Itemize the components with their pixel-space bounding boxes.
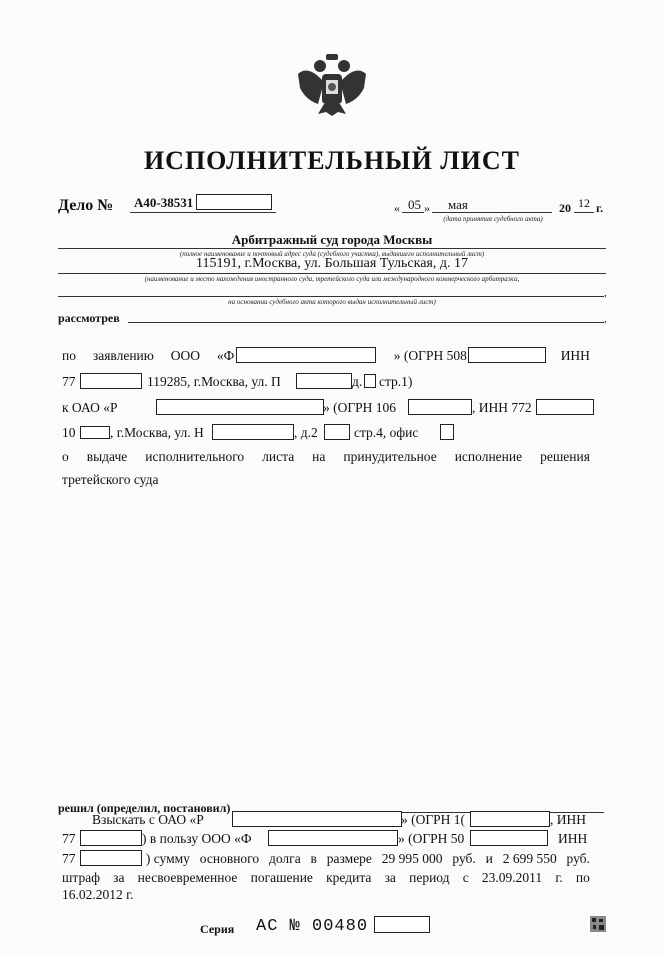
text-fragment: принудительное [343, 449, 437, 464]
date-year-underline [574, 212, 594, 213]
court-name-underline [58, 248, 606, 249]
court-address-underline [58, 273, 606, 274]
text-fragment: в [310, 851, 317, 866]
text-fragment: » (ОГРН 50 [398, 831, 465, 846]
date-open-quote: « [394, 201, 400, 215]
text-fragment: «Ф [216, 348, 235, 363]
text-fragment: 77 [62, 831, 76, 846]
redaction-box [324, 424, 350, 440]
redaction-box [212, 424, 294, 440]
date-caption: (дата принятия судебного акта) [443, 215, 543, 223]
redaction-box [374, 916, 430, 933]
court-address: 115191, г.Москва, ул. Большая Тульская, д. 17 [196, 256, 468, 271]
text-fragment: и [485, 851, 493, 866]
text-fragment: штраф [62, 870, 100, 885]
text-fragment: 119285, г.Москва, ул. П [147, 374, 281, 389]
redaction-box [232, 811, 402, 827]
text-fragment: 2 699 550 [502, 851, 557, 866]
text-fragment: ) в пользу ООО «Ф [142, 831, 252, 846]
decision-line-4 [62, 870, 590, 886]
text-fragment: погашение [250, 870, 313, 885]
series-label: Серия [200, 922, 235, 936]
text-fragment: ИНН [560, 348, 590, 363]
blank-underline [58, 296, 604, 297]
case-underline [130, 212, 276, 213]
court-name-caption: (полное наименование и почтовый адрес суда (судебного участка), выдавшего исполнительный лист) [179, 250, 485, 258]
considered-label: рассмотрев [58, 311, 120, 325]
text-fragment: 16.02.2012 г. [62, 887, 134, 902]
redaction-box [470, 830, 548, 846]
redaction-box [536, 399, 594, 415]
body-line-5 [62, 449, 590, 465]
case-label: Дело № [58, 197, 114, 214]
text-fragment: ИНН [558, 831, 588, 846]
text-fragment: период [409, 870, 450, 885]
text-fragment: основного [199, 851, 260, 866]
redaction-box [156, 399, 324, 415]
series-value: АС № 00480 [256, 917, 369, 936]
text-fragment: 77 [62, 374, 76, 389]
text-fragment: руб. [452, 851, 476, 866]
text-fragment: г. [555, 870, 563, 885]
text-fragment: , д.2 [294, 425, 318, 440]
redaction-box [470, 811, 550, 827]
redaction-box [80, 830, 142, 846]
text-fragment: , ИНН [550, 812, 586, 827]
text-fragment: Взыскать с ОАО «Р [92, 812, 204, 827]
comma: , [604, 313, 607, 325]
redaction-box [80, 850, 142, 866]
text-fragment: выдаче [86, 449, 128, 464]
text-fragment: с [462, 870, 469, 885]
text-fragment: исполнительного [145, 449, 245, 464]
text-fragment: 77 [62, 851, 76, 866]
text-fragment: третейского суда [62, 472, 159, 487]
redaction-box [408, 399, 472, 415]
text-fragment: » (ОГРН 508 [393, 348, 467, 363]
redaction-box [364, 374, 376, 388]
redaction-box [468, 347, 546, 363]
text-fragment: кредита [326, 870, 372, 885]
coat-of-arms-emblem [296, 52, 368, 118]
date-month-underline [432, 212, 552, 213]
date-year-unit: г. [596, 201, 604, 215]
text-fragment: стр.1) [379, 374, 413, 389]
foreign-court-caption: (наименование и место нахождения иностранного суда, третейского суда или международного коммерческого арбитража, [144, 275, 520, 283]
redaction-box [196, 194, 272, 210]
case-number: А40-38531 [134, 195, 194, 210]
text-fragment: листа [262, 449, 295, 464]
text-fragment: по [62, 348, 76, 363]
text-fragment: руб. [566, 851, 590, 866]
date-month: мая [448, 197, 468, 212]
text-fragment: за [384, 870, 396, 885]
court-name: Арбитражный суд города Москвы [231, 232, 433, 247]
text-fragment: » (ОГРН 1( [401, 812, 466, 827]
date-close-quote: » [424, 201, 430, 215]
text-fragment: стр.4, офис [354, 425, 419, 440]
text-fragment: 10 [62, 425, 76, 440]
basis-caption: на основании судебного акта которого выдан исполнительный лист) [228, 298, 436, 306]
comma: , [604, 287, 607, 299]
text-fragment: на [312, 449, 326, 464]
considered-underline [128, 322, 604, 323]
date-year-prefix: 20 [559, 201, 571, 215]
document-title: ИСПОЛНИТЕЛЬНЫЙ ЛИСТ [143, 146, 521, 175]
barcode-mark [590, 916, 606, 932]
text-fragment: д. [352, 374, 363, 389]
redaction-box [236, 347, 376, 363]
text-fragment: к ОАО «Р [62, 400, 118, 415]
date-day-underline [402, 212, 424, 213]
text-fragment: по [575, 870, 590, 885]
text-fragment: заявлению [92, 348, 154, 363]
text-fragment: 23.09.2011 [481, 870, 543, 885]
text-fragment: размере [326, 851, 372, 866]
text-fragment: несвоевременное [137, 870, 238, 885]
text-fragment: решения [540, 449, 590, 464]
text-fragment: ООО [170, 348, 201, 363]
redaction-box [268, 830, 398, 846]
text-fragment: долга [268, 851, 301, 866]
text-fragment: ) сумму [145, 851, 190, 866]
text-fragment: 29 995 000 [381, 851, 443, 866]
text-fragment: исполнение [454, 449, 523, 464]
date-year-suffix: 12 [578, 196, 590, 210]
text-fragment: за [113, 870, 125, 885]
date-day: 05 [408, 197, 421, 212]
text-fragment: » (ОГРН 106 [323, 400, 397, 415]
redaction-box [296, 373, 352, 389]
text-fragment: , ИНН 772 [472, 400, 532, 415]
redaction-box [80, 426, 110, 439]
decision-label: решил (определил, постановил) [58, 801, 231, 815]
redaction-box [80, 373, 142, 389]
redaction-box [440, 424, 454, 440]
text-fragment: , г.Москва, ул. Н [110, 425, 204, 440]
text-fragment: о [62, 449, 69, 464]
